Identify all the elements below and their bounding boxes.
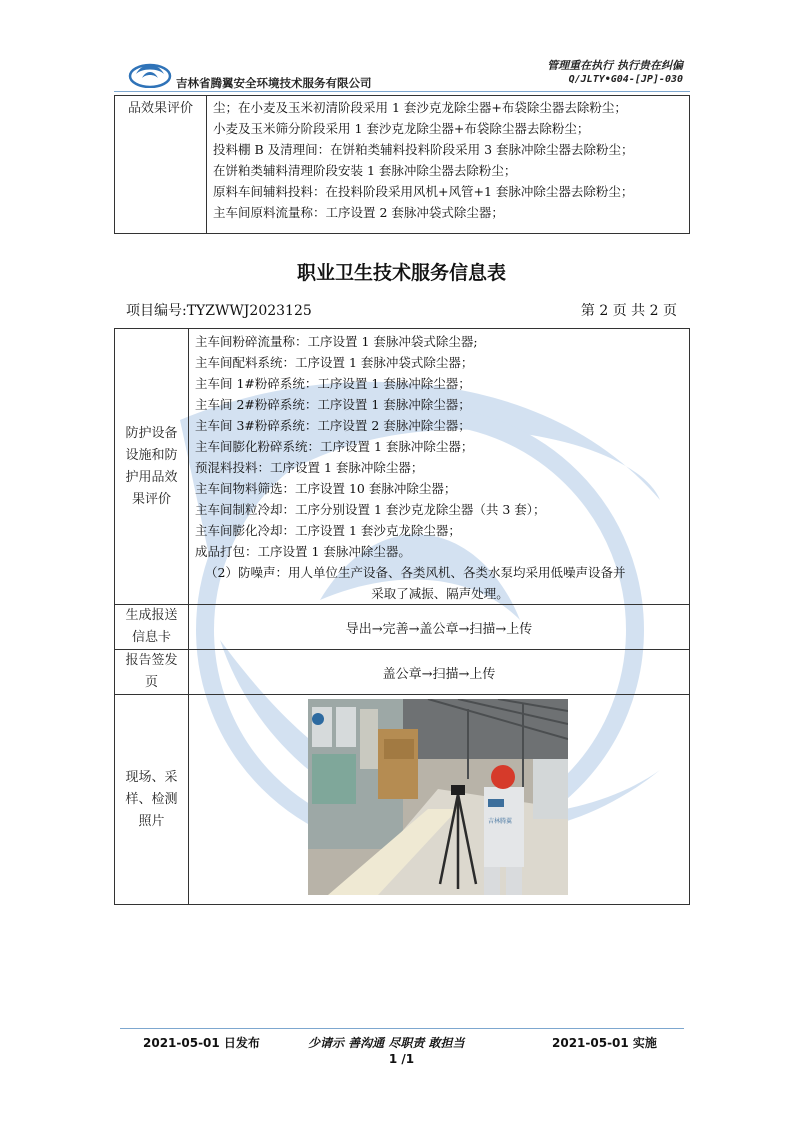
vest-text: 吉林腾翼 bbox=[488, 818, 513, 825]
table-row bbox=[115, 650, 690, 695]
company-logo-icon bbox=[128, 58, 172, 88]
header-divider bbox=[114, 91, 690, 92]
project-number: 项目编号:TYZWWJ2023125 bbox=[126, 303, 312, 319]
protection-line: 预混料投料：工序设置 1 套脉冲除尘器； bbox=[195, 460, 424, 475]
header-slogan: 管理重在执行 执行贵在纠偏 bbox=[547, 59, 683, 72]
sign-page-label bbox=[115, 650, 189, 695]
protection-line: 成品打包：工序设置 1 套脉冲除尘器。 bbox=[195, 544, 411, 559]
protection-line: 主车间膨化冷却：工序设置 1 套沙克龙除尘器； bbox=[195, 523, 461, 538]
report-card-label-text: 生成报送信息卡 bbox=[125, 608, 178, 645]
table-row bbox=[115, 329, 690, 605]
sign-page-label-text: 报告签发页 bbox=[125, 653, 178, 690]
page-header bbox=[0, 0, 803, 96]
page-info: 第 2 页 共 2 页 bbox=[580, 303, 677, 319]
sign-page-value: 盖公章→扫描→上传 bbox=[189, 650, 690, 695]
footer-divider bbox=[120, 1028, 684, 1029]
site-photo bbox=[308, 699, 568, 895]
company-name: 吉林省腾翼安全环境技术服务有限公司 bbox=[176, 76, 372, 90]
photo-label bbox=[115, 695, 189, 905]
page-title: 职业卫生技术服务信息表 bbox=[296, 262, 506, 284]
noise-line-1: （2）防噪声：用人单位生产设备、各类风机、各类水泵均采用低噪声设备并 bbox=[205, 565, 626, 580]
photo-label-text: 现场、采样、检测照片 bbox=[125, 769, 178, 829]
report-card-label bbox=[115, 605, 189, 650]
continued-line: 投料棚 B 及清理间：在饼粕类辅料投料阶段采用 3 套脉冲除尘器去除粉尘； bbox=[213, 142, 634, 157]
protection-line: 主车间粉碎流量称：工序设置 1 套脉冲袋式除尘器; bbox=[195, 334, 478, 349]
continued-table bbox=[114, 95, 690, 234]
continued-line: 尘；在小麦及玉米初清阶段采用 1 套沙克龙除尘器+布袋除尘器去除粉尘； bbox=[213, 100, 627, 115]
protection-label bbox=[115, 329, 189, 605]
protection-line: 主车间物料筛选：工序设置 10 套脉冲除尘器； bbox=[195, 481, 457, 496]
document-number: Q/JLTY•G04-[JP]-030 bbox=[568, 74, 683, 85]
continued-line: 在饼粕类辅料清理阶段安装 1 套脉冲除尘器去除粉尘； bbox=[213, 163, 517, 178]
protection-line: 主车间 3#粉碎系统：工序设置 2 套脉冲除尘器； bbox=[195, 418, 471, 433]
continued-line: 小麦及玉米筛分阶段采用 1 套沙克龙除尘器+布袋除尘器去除粉尘； bbox=[213, 121, 590, 136]
report-card-value: 导出→完善→盖公章→扫描→上传 bbox=[189, 605, 690, 650]
protection-line: 主车间 1#粉碎系统：工序设置 1 套脉冲除尘器； bbox=[195, 376, 471, 391]
continued-line: 主车间原料流量称：工序设置 2 套脉冲袋式除尘器； bbox=[213, 205, 504, 220]
protection-line: 主车间 2#粉碎系统：工序设置 1 套脉冲除尘器； bbox=[195, 397, 471, 412]
protection-line: 主车间配料系统：工序设置 1 套脉冲袋式除尘器； bbox=[195, 355, 474, 370]
footer-motto: 少请示 善沟通 尽职责 敢担当 bbox=[308, 1036, 465, 1050]
protection-content bbox=[189, 329, 690, 605]
continued-row-content bbox=[207, 96, 690, 234]
issue-date: 2021-05-01 日发布 bbox=[143, 1036, 260, 1050]
noise-line-2: 采取了减振、隔声处理。 bbox=[371, 586, 509, 601]
protection-line: 主车间制粒冷却：工序分别设置 1 套沙克龙除尘器（共 3 套）； bbox=[195, 502, 546, 517]
page-number: 1 /1 bbox=[388, 1052, 415, 1066]
table-row bbox=[115, 605, 690, 650]
continued-row-label: 品效果评价 bbox=[115, 96, 207, 234]
protection-label-text: 防护设备设施和防护用品效果评价 bbox=[125, 425, 178, 507]
continued-line: 原料车间辅料投料：在投料阶段采用风机+风管+1 套脉冲除尘器去除粉尘； bbox=[213, 184, 634, 199]
implement-date: 2021-05-01 实施 bbox=[552, 1036, 657, 1050]
protection-line: 主车间膨化粉碎系统：工序设置 1 套脉冲除尘器； bbox=[195, 439, 474, 454]
